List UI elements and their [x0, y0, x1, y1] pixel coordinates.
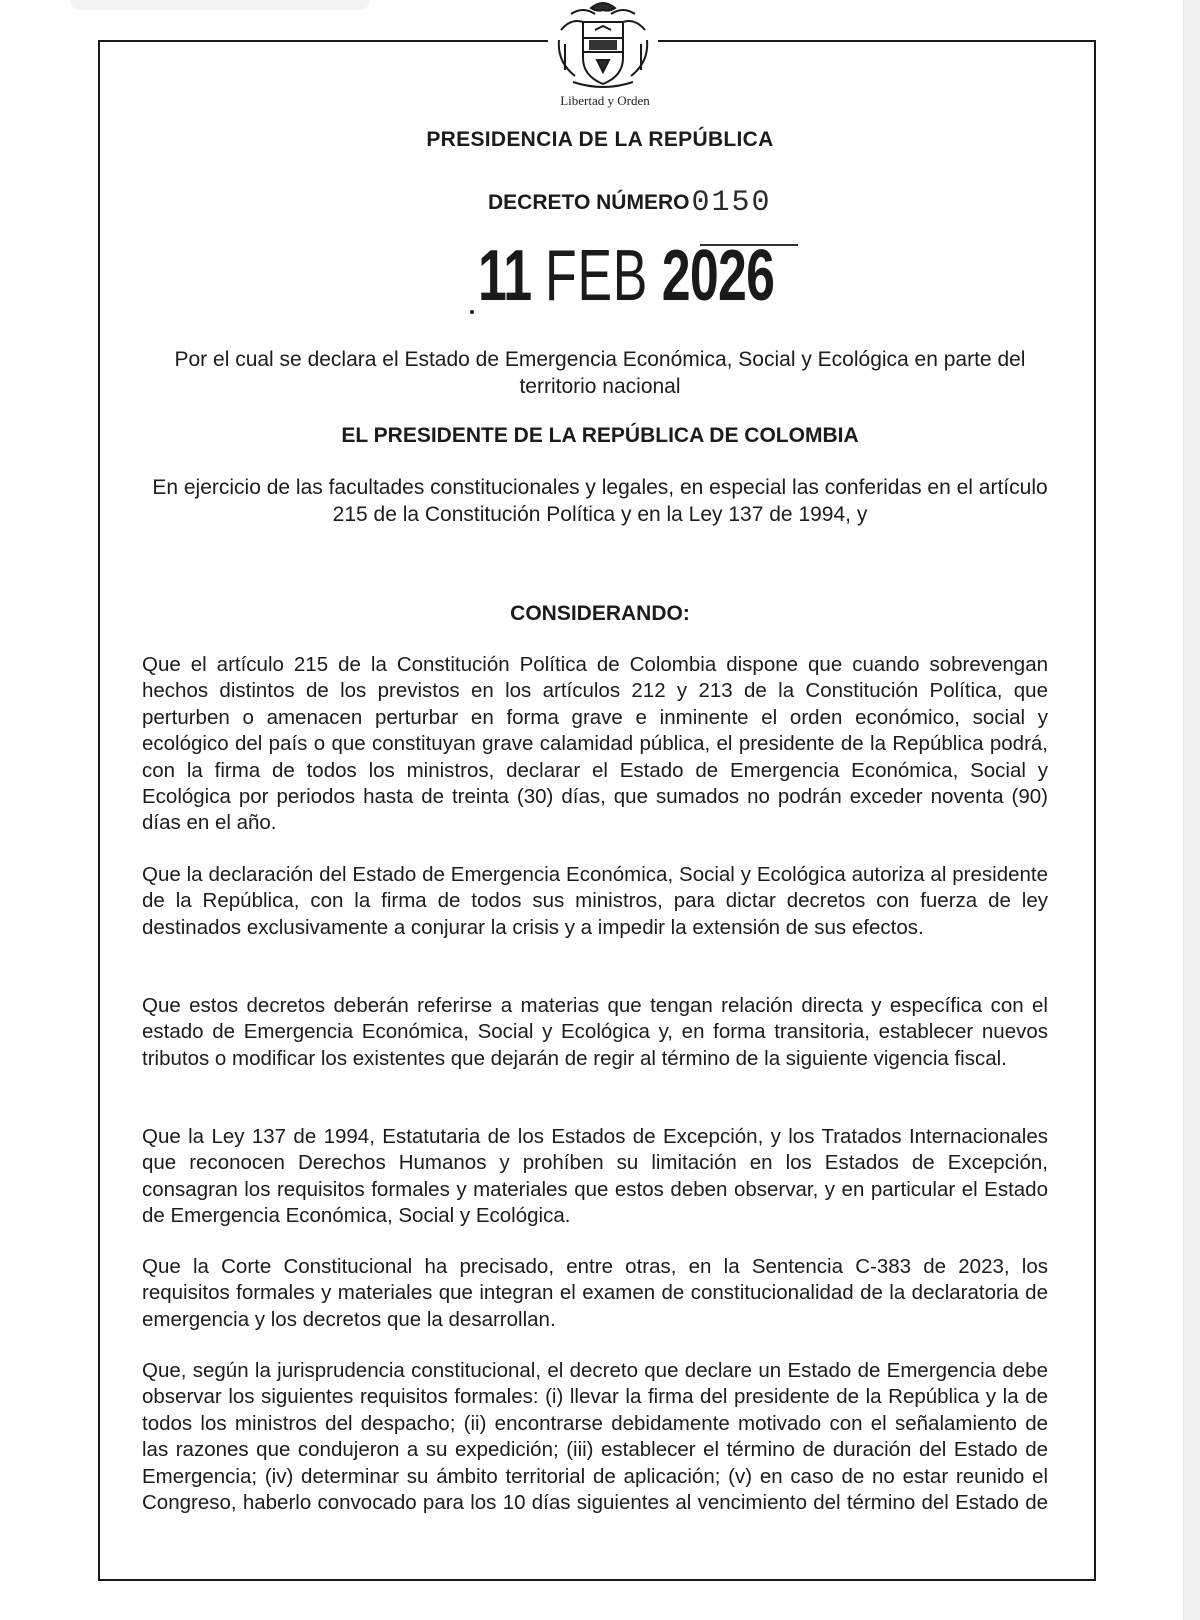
paragraph-5: Que la Corte Constitucional ha precisado, entre otras, en la Sentencia C-383 de 2023, los requisitos formales y materiales que integran el examen de constitucionalidad de la declaratoria de emergencia y los decretos que la desarrollan. [142, 1255, 1048, 1331]
paragraph-4: Que la Ley 137 de 1994, Estatutaria de los Estados de Excepción, y los Tratados Internacionales que reconocen Derechos Humanos y prohíben su limitación en los Estados de Excepción, consagran los requisitos formales y materiales que estos deben observar, y en particular el Estado de Emergencia Económica, Social y Ecológica. [142, 1125, 1048, 1228]
ink-dot [470, 310, 474, 314]
paragraph-1: Que el artículo 215 de la Constitución Política de Colombia dispone que cuando sobrevengan hechos distintos de los previstos en los artículos 212 y 213 de la Constitución Política, que perturben o amenacen perturbar en forma grave e inminente el orden económico, social y ecológico del país o que constituyan grave calamidad pública, el presidente de la República podrá, con la firma de todos los ministros, declarar el Estado de Emergencia Económica, Social y Ecológica por periodos hasta de treinta (30) días, que sumados no podrán exceder noventa (90) días en el año. [142, 653, 1048, 835]
coat-of-arms-icon [553, 0, 653, 92]
decree-label: DECRETO NÚMERO [488, 191, 690, 214]
date-stamp [478, 236, 775, 316]
powers-text: En ejercicio de las facultades constitucionales y legales, en especial las conferidas en el artículo 215 de la Constitución Política y en la Ley 137 de 1994, y [152, 476, 1048, 526]
decree-number: 0150 [691, 186, 772, 220]
date-day: 11 [478, 236, 532, 316]
authority-heading: EL PRESIDENTE DE LA REPÚBLICA DE COLOMBIA [341, 424, 859, 447]
considerando-heading: CONSIDERANDO: [510, 602, 690, 625]
decree-number-row [488, 186, 771, 220]
viewer-scroll-edge[interactable] [1183, 0, 1200, 1620]
paragraph-2: Que la declaración del Estado de Emergencia Económica, Social y Ecológica autoriza al presidente de la República, con la firma de todos sus ministros, para dictar decretos con fuerza de ley destinados exclusivamente a conjurar la crisis y a impedir la extensión de sus efectos. [142, 863, 1048, 939]
date-month: FEB [545, 236, 649, 316]
decree-epigraph: Por el cual se declara el Estado de Emergencia Económica, Social y Ecológica en parte del territorio nacional [174, 348, 1026, 398]
date-year: 2026 [661, 236, 775, 316]
paragraph-3: Que estos decretos deberán referirse a materias que tengan relación directa y específica con el estado de Emergencia Económica, Social y Ecológica y, en forma transitoria, establecer nuevos tributos o modificar los existentes que dejarán de regir al término de la siguiente vigencia fiscal. [142, 994, 1048, 1070]
office-title: PRESIDENCIA DE LA REPÚBLICA [426, 128, 774, 151]
browser-top-bar [70, 0, 370, 10]
motto-text: Libertad y Orden [560, 93, 650, 108]
paragraph-6: Que, según la jurisprudencia constitucional, el decreto que declare un Estado de Emergencia debe observar los siguientes requisitos formales: (i) llevar la firma del presidente de la República y la de todos los ministros del despacho; (ii) encontrarse debidamente motivado con el señalamiento de las razones que condujeron a su expedición; (iii) establecer el término de duración del Estado de Emergencia; (iv) determinar su ámbito territorial de aplicación; (v) en caso de no estar reunido el Congreso, haberlo convocado para los 10 días siguientes al vencimiento del término del Estado de [142, 1359, 1048, 1515]
